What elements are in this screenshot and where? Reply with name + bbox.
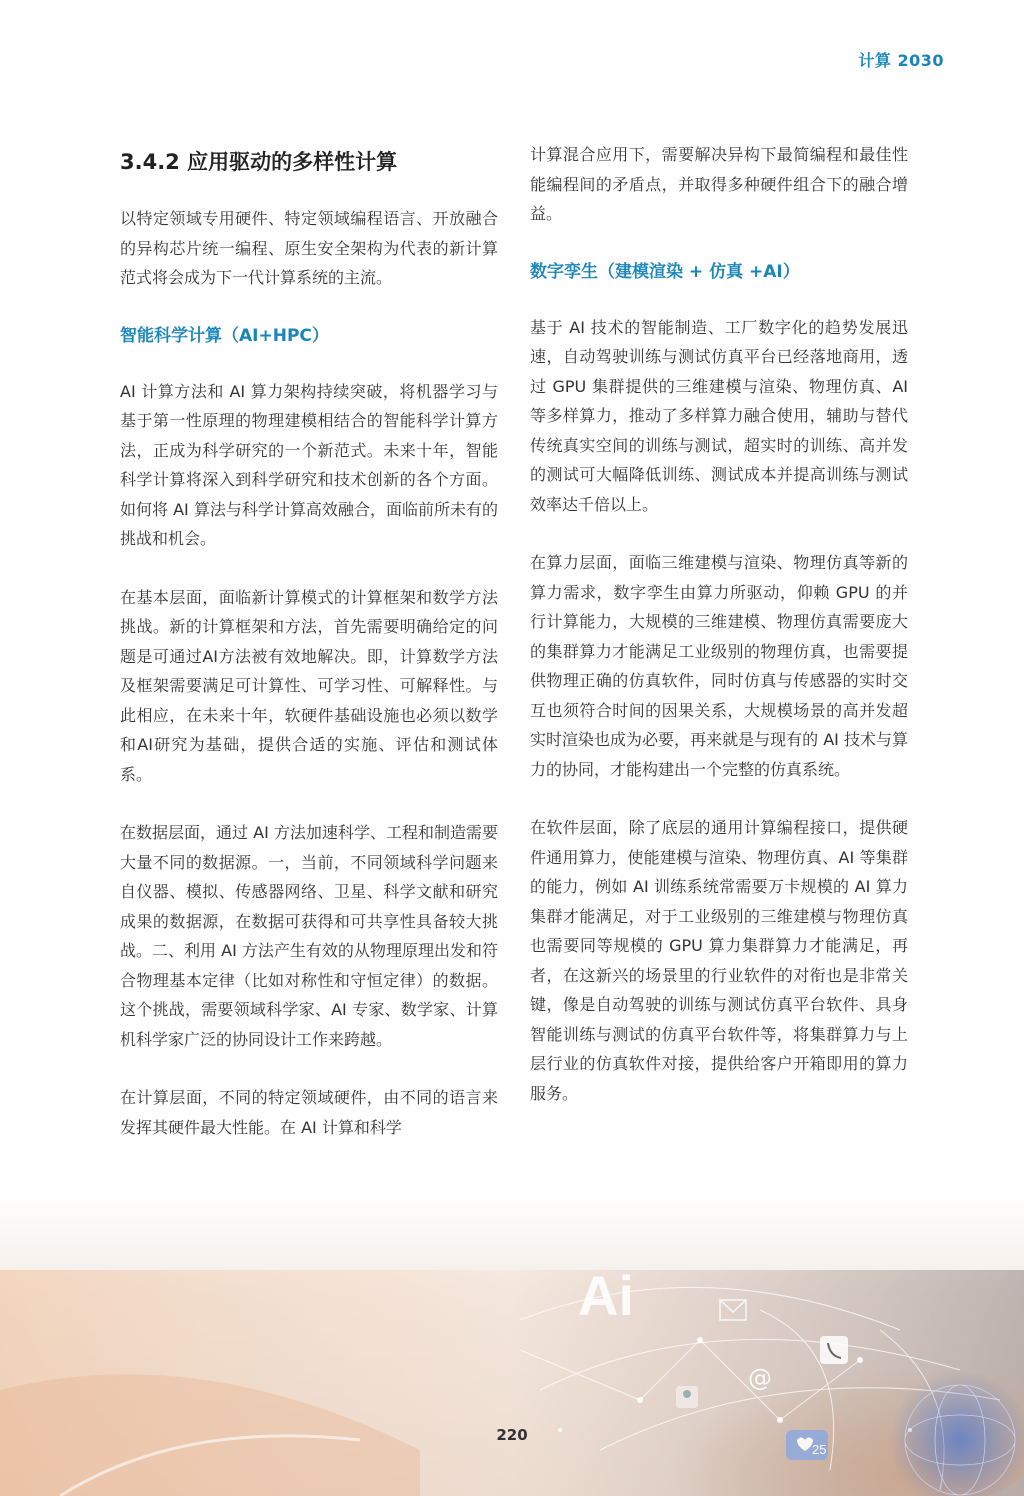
at-sign-icon: @ [748, 1364, 772, 1392]
intro-paragraph: 以特定领域专用硬件、特定领域编程语言、开放融合的异构芯片统一编程、原生安全架构为代表的新计算范式将会成为下一代计算系统的主流。 [120, 209, 498, 287]
badge-count: 25 [812, 1442, 827, 1457]
subsection-title-digital-twin: 数字孪生（建模渲染 + 仿真 +AI） [530, 261, 800, 282]
phone-icon [820, 1336, 848, 1364]
paragraph: 在基本层面，面临新计算模式的计算框架和数学方法挑战。新的计算框架和方法，首先需要明确给定的问题是可通过AI方法被有效地解决。即，计算数学方法及框架需要满足可计算性、可学习性、可解释性。与此相应，在未来十年，软硬件基础设施也必须以数学和AI研究为基础，提供合适的实施、评估和测试体系。 [120, 587, 498, 784]
subsection-title-ai-hpc: 智能科学计算（AI+HPC） [120, 325, 329, 346]
paragraph: 在软件层面，除了底层的通用计算编程接口，提供硬件通用算力，使能建模与渲染、物理仿真、AI 等集群的能力，例如 AI 训练系统常需要万卡规模的 AI 算力集群才能满足，对于工业级别的三维建模与物理仿真也需要同等规模的 GPU 算力集群算力才能满足，再者，在这新兴的场景里的行业软件的对衔也是非常关键，像是自动驾驶的训练与测试仿真平台软件、具身智能训练与测试的仿真平台软件等，将集群算力与上层行业的仿真软件对接，提供给客户开箱即用的算力服务。 [530, 818, 908, 1103]
running-header-title: 计算 2030 [858, 51, 944, 70]
paragraph: 在计算层面，不同的特定领域硬件，由不同的语言来发挥其硬件最大性能。在 AI 计算和科学 [120, 1088, 498, 1137]
paragraph: AI 计算方法和 AI 算力架构持续突破，将机器学习与基于第一性原理的物理建模相结合的智能科学计算方法，正成为科学研究的一个新范式。未来十年，智能科学计算将深入到科学研究和技术创新的各个方面。如何将 AI 算法与科学计算高效融合，面临前所未有的挑战和机会。 [120, 381, 498, 548]
paragraph: 在数据层面，通过 AI 方法加速科学、工程和制造需要大量不同的数据源。一，当前，不同领域科学问题来自仪器、模拟、传感器网络、卫星、科学文献和研究成果的数据源，在数据可获得和可共享性具备较大挑战。二、利用 AI 方法产生有效的从物理原理出发和符合物理基本定律（比如对称性和守恒定律）的数据。这个挑战，需要领域科学家、AI 专家、数学家、计算机科学家广泛的协同设计工作来跨越。 [120, 823, 498, 1049]
ai-logo-text: Ai [578, 1264, 634, 1327]
paragraph: 在算力层面，面临三维建模与渲染、物理仿真等新的算力需求，数字孪生由算力所驱动，仰赖 GPU 的并行计算能力，大规模的三维建模、物理仿真需要庞大的集群算力才能满足工业级别的物理仿真，也需要提供物理正确的仿真软件，同时仿真与传感器的实时交互也须符合时间的因果关系，大规模场景的高并发超实时渲染也成为必要，再来就是与现有的 AI 技术与算力的协同，才能构建出一个完整的仿真系统。 [530, 553, 908, 779]
right-column [530, 140, 908, 1137]
paragraph-continued: 计算混合应用下，需要解决异构下最简编程和最佳性能编程间的矛盾点，并取得多种硬件组合下的融合增益。 [530, 145, 908, 223]
page-number: 220 [496, 1426, 528, 1444]
user-icon [676, 1386, 698, 1408]
paragraph: 基于 AI 技术的智能制造、工厂数字化的趋势发展迅速，自动驾驶训练与测试仿真平台已经落地商用，透过 GPU 集群提供的三维建模与渲染、物理仿真、AI 等多样算力，推动了多样算力融合使用，辅助与替代传统真实空间的训练与测试，超实时的训练、高并发的测试可大幅降低训练、测试成本并提高训练与测试效率达千倍以上。 [530, 317, 908, 514]
bottom-illustration [0, 1190, 1024, 1496]
left-column [120, 140, 498, 1171]
section-title: 3.4.2 应用驱动的多样性计算 [120, 150, 398, 174]
